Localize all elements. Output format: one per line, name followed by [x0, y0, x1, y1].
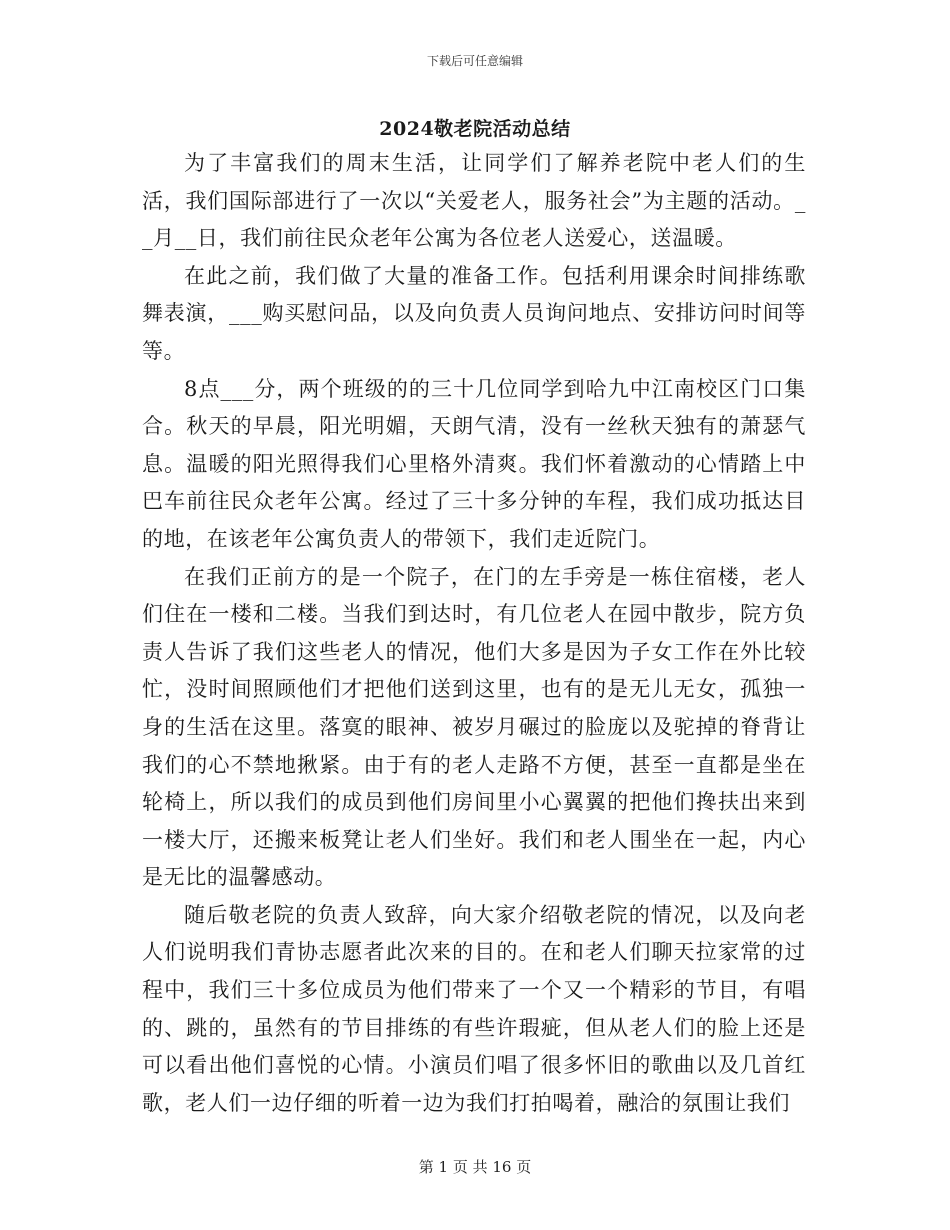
document-title: 2024敬老院活动总结 [379, 118, 571, 140]
paragraph-performance: 随后敬老院的负责人致辞，向大家介绍敬老院的情况，以及向老人们说明我们青协志愿者此次来的目的。在和老人们聊天拉家常的过程中，我们三十多位成员为他们带来了一个又一个精彩的节目，有唱的、跳的，虽然有的节目排练的有些许瑕疵，但从老人们的脸上还是可以看出他们喜悦的心情。小演员们唱了很多怀旧的歌曲以及几首红歌，老人们一边仔细的听着一边为我们打拍喝着，融洽的氛围让我们 [142, 902, 806, 1115]
page-number-footer: 第 1 页 共 16 页 [418, 1158, 532, 1176]
header-note: 下载后可任意编辑 [426, 54, 523, 68]
paragraph-arrival: 在我们正前方的是一个院子，在门的左手旁是一栋住宿楼，老人们住在一楼和二楼。当我们到达时，有几位老人在园中散步，院方负责人告诉了我们这些老人的情况，他们大多是因为子女工作在外比较忙，没时间照顾他们才把他们送到这里，也有的是无儿无女，孤独一身的生活在这里。落寞的眼神、被岁月碾过的脸庞以及驼掉的脊背让我们的心不禁地揪紧。由于有的老人走路不方便，甚至一直都是坐在轮椅上，所以我们的成员到他们房间里小心翼翼的把他们搀扶出来到一楼大厅，还搬来板凳让老人们坐好。我们和老人围坐在一起，内心是无比的温馨感动。 [142, 564, 806, 890]
document-body [142, 145, 806, 1122]
paragraph-intro: 为了丰富我们的周末生活，让同学们了解养老院中老人们的生活，我们国际部进行了一次以“关爱老人，服务社会”为主题的活动。__月__日，我们前往民众老年公寓为各位老人送爱心，送温暖。 [142, 151, 806, 251]
paragraph-preparation: 在此之前，我们做了大量的准备工作。包括利用课余时间排练歌舞表演，___购买慰问品，以及向负责人员询问地点、安排访问时间等等。 [142, 263, 806, 363]
paragraph-departure: 8点___分，两个班级的的三十几位同学到哈九中江南校区门口集合。秋天的早晨，阳光明媚，天朗气清，没有一丝秋天独有的萧瑟气息。温暖的阳光照得我们心里格外清爽。我们怀着激动的心情踏上中巴车前往民众老年公寓。经过了三十多分钟的车程，我们成功抵达目的地，在该老年公寓负责人的带领下，我们走近院门。 [142, 376, 806, 551]
